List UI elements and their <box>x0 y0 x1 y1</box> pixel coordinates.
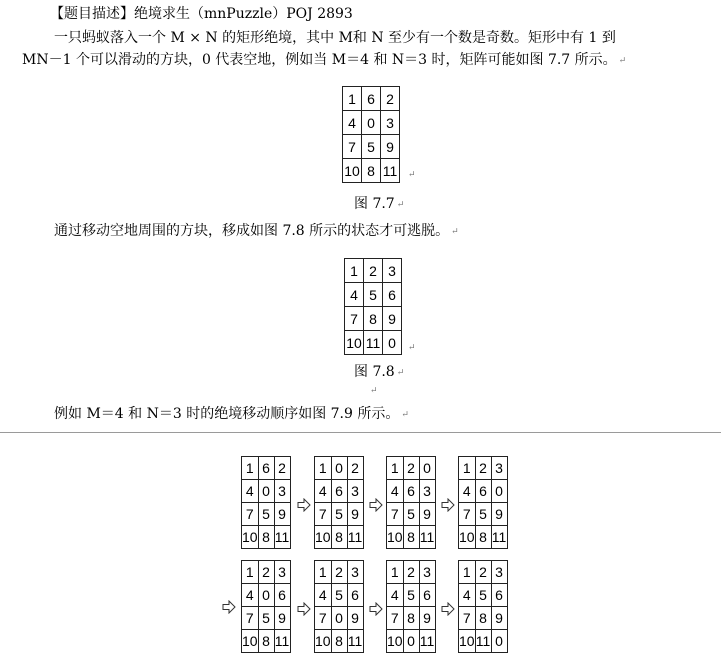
paragraph-3-text: 例如 M＝4 和 N＝3 时的绝境移动顺序如图 7.9 所示。 <box>54 406 400 422</box>
hollow-right-arrow-icon <box>369 498 383 512</box>
grid-row <box>345 259 402 283</box>
grid-cell: 10 <box>459 630 476 653</box>
paragraph-mark-icon: ↵ <box>396 368 405 378</box>
paragraph-1-line-2 <box>22 51 626 70</box>
grid-row <box>343 111 400 135</box>
grid-row <box>242 526 291 549</box>
grid-cell: 11 <box>274 630 290 653</box>
grid-cell: 5 <box>258 607 274 630</box>
hollow-right-arrow-icon <box>441 498 455 512</box>
grid-cell: 11 <box>475 630 491 653</box>
paragraph-mark-icon: ↵ <box>408 170 416 180</box>
grid-cell: 3 <box>491 561 507 584</box>
grid-cell: 5 <box>403 584 419 607</box>
grid-cell: 4 <box>315 480 332 503</box>
grid-cell: 0 <box>383 331 402 355</box>
grid-cell: 6 <box>491 584 507 607</box>
paragraph-mark-icon: ↵ <box>370 386 378 396</box>
problem-heading <box>50 5 353 23</box>
grid-cell: 7 <box>387 503 404 526</box>
figure-7-8-caption-text: 图 7.8 <box>354 364 395 380</box>
grid-cell: 9 <box>274 503 290 526</box>
grid-cell: 9 <box>347 607 363 630</box>
grid-cell: 2 <box>258 561 274 584</box>
grid-cell: 11 <box>274 526 290 549</box>
paragraph-mark-icon: ↵ <box>408 343 416 353</box>
grid-row <box>459 584 508 607</box>
grid-row <box>315 630 364 653</box>
grid-cell: 4 <box>345 283 364 307</box>
grid-cell: 6 <box>347 584 363 607</box>
grid-cell: 5 <box>364 283 383 307</box>
grid-cell: 8 <box>475 607 491 630</box>
grid-cell: 0 <box>491 480 507 503</box>
grid-row <box>315 480 364 503</box>
grid-cell: 9 <box>419 503 435 526</box>
grid-cell: 3 <box>419 480 435 503</box>
grid-row <box>315 561 364 584</box>
grid-row <box>459 457 508 480</box>
figure-7-7-grid <box>342 86 400 183</box>
grid-row <box>387 607 436 630</box>
grid-cell: 3 <box>491 457 507 480</box>
grid-cell: 8 <box>364 307 383 331</box>
grid-row <box>242 630 291 653</box>
grid-cell: 1 <box>387 561 404 584</box>
grid-cell: 3 <box>347 561 363 584</box>
grid-cell: 11 <box>364 331 383 355</box>
figure-7-9-state-grid <box>458 456 508 549</box>
grid-cell: 7 <box>345 307 364 331</box>
grid-cell: 4 <box>459 584 476 607</box>
grid-cell: 2 <box>274 457 290 480</box>
grid-cell: 11 <box>419 630 435 653</box>
grid-row <box>343 135 400 159</box>
grid-cell: 1 <box>459 457 476 480</box>
hollow-right-arrow-icon <box>297 602 311 616</box>
grid-cell: 3 <box>274 561 290 584</box>
grid-cell: 0 <box>331 457 347 480</box>
grid-cell: 10 <box>345 331 364 355</box>
grid-row <box>315 457 364 480</box>
grid-cell: 5 <box>475 584 491 607</box>
grid-cell: 8 <box>258 526 274 549</box>
grid-row <box>459 526 508 549</box>
grid-cell: 1 <box>345 259 364 283</box>
grid-cell: 4 <box>387 480 404 503</box>
grid-cell: 11 <box>347 630 363 653</box>
grid-cell: 5 <box>331 584 347 607</box>
grid-cell: 8 <box>331 630 347 653</box>
grid-cell: 5 <box>362 135 381 159</box>
grid-cell: 6 <box>331 480 347 503</box>
grid-cell: 11 <box>347 526 363 549</box>
grid-row <box>242 561 291 584</box>
grid-row <box>242 480 291 503</box>
grid-row <box>315 607 364 630</box>
grid-row <box>345 283 402 307</box>
grid-cell: 4 <box>315 584 332 607</box>
paragraph-mark-icon: ↵ <box>618 56 627 66</box>
grid-cell: 8 <box>403 526 419 549</box>
grid-cell: 6 <box>362 87 381 111</box>
grid-cell: 1 <box>387 457 404 480</box>
figure-7-9-state-grid <box>314 560 364 653</box>
grid-cell: 4 <box>459 480 476 503</box>
grid-cell: 9 <box>347 503 363 526</box>
grid-cell: 2 <box>331 561 347 584</box>
hollow-right-arrow-icon <box>297 498 311 512</box>
figure-7-9-state-grid <box>314 456 364 549</box>
grid-row <box>459 561 508 584</box>
grid-cell: 0 <box>258 584 274 607</box>
grid-cell: 9 <box>381 135 400 159</box>
grid-cell: 11 <box>491 526 507 549</box>
grid-cell: 4 <box>242 480 259 503</box>
heading-text: 【题目描述】绝境求生（mnPuzzle）POJ 2893 <box>50 6 353 22</box>
grid-cell: 0 <box>491 630 507 653</box>
grid-cell: 5 <box>475 503 491 526</box>
grid-row <box>387 457 436 480</box>
figure-7-7-caption-text: 图 7.7 <box>354 196 395 212</box>
grid-row <box>242 584 291 607</box>
hollow-right-arrow-icon <box>369 602 383 616</box>
grid-cell: 6 <box>419 584 435 607</box>
grid-cell: 9 <box>274 607 290 630</box>
page-divider <box>0 432 721 433</box>
grid-cell: 0 <box>419 457 435 480</box>
grid-row <box>242 607 291 630</box>
grid-row <box>459 630 508 653</box>
paragraph-mark-icon: ↵ <box>396 200 405 210</box>
grid-cell: 7 <box>315 503 332 526</box>
grid-cell: 4 <box>343 111 362 135</box>
grid-cell: 7 <box>459 607 476 630</box>
paragraph-1-line-1 <box>54 29 616 47</box>
figure-7-7-caption <box>354 193 404 213</box>
grid-cell: 4 <box>242 584 259 607</box>
figure-7-9-state-grid <box>386 456 436 549</box>
grid-cell: 8 <box>403 607 419 630</box>
paragraph-1-line-2-text: MN－1 个可以滑动的方块，0 代表空地，例如当 M＝4 和 N＝3 时，矩阵可能如图 7.7 所示。 <box>22 52 617 68</box>
grid-cell: 5 <box>403 503 419 526</box>
grid-row <box>242 503 291 526</box>
grid-cell: 7 <box>343 135 362 159</box>
figure-7-9-state-grid <box>386 560 436 653</box>
grid-cell: 1 <box>315 561 332 584</box>
grid-cell: 7 <box>242 607 259 630</box>
grid-cell: 5 <box>331 503 347 526</box>
grid-cell: 10 <box>315 526 332 549</box>
grid-cell: 1 <box>459 561 476 584</box>
grid-cell: 6 <box>383 283 402 307</box>
grid-cell: 6 <box>274 584 290 607</box>
grid-row <box>343 87 400 111</box>
grid-cell: 2 <box>347 457 363 480</box>
grid-cell: 3 <box>381 111 400 135</box>
grid-cell: 1 <box>343 87 362 111</box>
paragraph-3 <box>54 405 409 424</box>
grid-row <box>459 503 508 526</box>
grid-cell: 7 <box>459 503 476 526</box>
grid-cell: 10 <box>387 526 404 549</box>
grid-cell: 9 <box>383 307 402 331</box>
grid-cell: 7 <box>387 607 404 630</box>
grid-cell: 2 <box>403 561 419 584</box>
grid-cell: 2 <box>475 457 491 480</box>
hollow-right-arrow-icon <box>441 602 455 616</box>
grid-row <box>345 331 402 355</box>
grid-row <box>387 503 436 526</box>
grid-cell: 1 <box>242 457 259 480</box>
figure-7-8-grid <box>344 258 402 355</box>
paragraph-mark-icon: ↵ <box>451 227 459 237</box>
grid-cell: 0 <box>403 630 419 653</box>
paragraph-mark-icon: ↵ <box>401 410 409 420</box>
grid-cell: 1 <box>242 561 259 584</box>
grid-row <box>387 526 436 549</box>
grid-cell: 10 <box>387 630 404 653</box>
grid-row <box>315 503 364 526</box>
grid-cell: 10 <box>242 630 259 653</box>
grid-cell: 8 <box>475 526 491 549</box>
grid-cell: 3 <box>419 561 435 584</box>
grid-cell: 2 <box>403 457 419 480</box>
grid-cell: 3 <box>383 259 402 283</box>
grid-cell: 2 <box>381 87 400 111</box>
grid-cell: 6 <box>475 480 491 503</box>
grid-row <box>345 307 402 331</box>
paragraph-1-line-1-text: 一只蚂蚁落入一个 M × N 的矩形绝境，其中 M和 N 至少有一个数是奇数。矩形中有 1 到 <box>54 30 616 46</box>
grid-row <box>315 584 364 607</box>
grid-row <box>242 457 291 480</box>
grid-cell: 8 <box>258 630 274 653</box>
figure-7-9-state-grid <box>241 560 291 653</box>
grid-cell: 9 <box>491 503 507 526</box>
grid-cell: 4 <box>387 584 404 607</box>
grid-cell: 3 <box>274 480 290 503</box>
grid-cell: 5 <box>258 503 274 526</box>
grid-cell: 6 <box>258 457 274 480</box>
grid-row <box>387 561 436 584</box>
grid-cell: 0 <box>362 111 381 135</box>
figure-7-8-caption <box>354 361 404 381</box>
grid-cell: 6 <box>403 480 419 503</box>
hollow-right-arrow-icon <box>222 600 236 614</box>
grid-cell: 10 <box>459 526 476 549</box>
figure-7-9-state-grid <box>458 560 508 653</box>
grid-cell: 1 <box>315 457 332 480</box>
grid-row <box>387 480 436 503</box>
grid-cell: 3 <box>347 480 363 503</box>
grid-cell: 9 <box>419 607 435 630</box>
grid-cell: 2 <box>475 561 491 584</box>
grid-cell: 7 <box>242 503 259 526</box>
grid-cell: 9 <box>491 607 507 630</box>
grid-row <box>387 630 436 653</box>
grid-cell: 8 <box>362 159 381 183</box>
grid-cell: 7 <box>315 607 332 630</box>
grid-row <box>387 584 436 607</box>
grid-row <box>459 480 508 503</box>
figure-7-9-state-grid <box>241 456 291 549</box>
grid-row <box>459 607 508 630</box>
grid-row <box>315 526 364 549</box>
grid-cell: 11 <box>419 526 435 549</box>
grid-cell: 2 <box>364 259 383 283</box>
grid-cell: 8 <box>331 526 347 549</box>
grid-row <box>343 159 400 183</box>
grid-cell: 10 <box>315 630 332 653</box>
grid-cell: 0 <box>331 607 347 630</box>
paragraph-2 <box>54 222 459 241</box>
grid-cell: 10 <box>343 159 362 183</box>
grid-cell: 11 <box>381 159 400 183</box>
grid-cell: 0 <box>258 480 274 503</box>
grid-cell: 10 <box>242 526 259 549</box>
paragraph-2-text: 通过移动空地周围的方块，移成如图 7.8 所示的状态才可逃脱。 <box>54 223 450 239</box>
